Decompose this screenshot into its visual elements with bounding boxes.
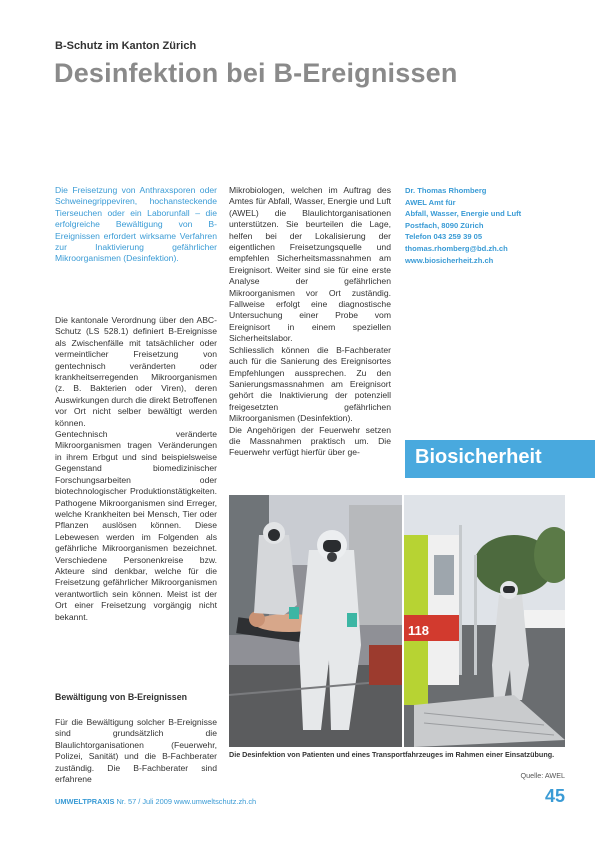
paragraph: Schliesslich können die B-Fachberater auch für die Sanierung des Ereignisortes Empfehlungen aussprechen. Zu den Sanierungsmassnahmen am Ereignisort gehört die Inaktivierung der potenziell freigesetzten gefährlichen Mikroorganismen (Desinfektion). xyxy=(229,344,391,424)
photo-vehicle-disinfection xyxy=(404,495,565,747)
author-contact xyxy=(405,185,565,266)
column-1-continued xyxy=(55,717,217,785)
author-website[interactable]: www.biosicherheit.zh.ch xyxy=(405,255,494,265)
section-tag: Biosicherheit xyxy=(415,446,542,468)
paragraph: Mikrobiologen, welchen im Auftrag des Amtes für Abfall, Wasser, Energie und Luft (AWEL) die Blaulichtorganisationen unterstützen. Sie beurteilen die Lage, helfen bei der Lokalisierung der eigentlichen Freisetzungsquelle und empfehlen Sicherheitsmassnahmen am Ereignisort. Weiter sind sie für eine erste Analyse der gefährlichen Mikroorganismen vor Ort zuständig. Fallweise erfolgt eine diagnostische Untersuchung einer Probe vom Ereignisort in einem speziellen Sicherheitslabor. xyxy=(229,185,391,344)
photo-credit: Quelle: AWEL xyxy=(520,771,565,780)
author-org: AWEL Amt für xyxy=(405,197,456,207)
footer-brand: UMWELTPRAXIS xyxy=(55,797,115,806)
author-address: Postfach, 8090 Zürich xyxy=(405,220,484,230)
author-email[interactable]: thomas.rhomberg@bd.zh.ch xyxy=(405,243,508,253)
column-1 xyxy=(55,315,217,623)
author-org-detail: Abfall, Wasser, Energie und Luft xyxy=(405,209,522,219)
figure-caption: Die Desinfektion von Patienten und eines Transportfahrzeuges im Rahmen einer Einsatzübung. xyxy=(229,750,555,759)
page-number: 45 xyxy=(544,786,565,806)
footer-issue: Nr. 57 / Juli 2009 xyxy=(116,797,172,806)
footer xyxy=(55,797,256,806)
footer-url[interactable]: www.umweltschutz.zh.ch xyxy=(174,797,257,806)
paragraph: Die kantonale Verordnung über den ABC-Schutz (LS 528.1) definiert B-Ereignisse als Zwischenfälle mit tatsächlicher oder vermeintlicher Freisetzung von gentechnisch veränderten oder krankheitserregenden Mikroorganismen (z. B. Bakterien oder Viren), deren Auswirkungen durch die direkt Betroffenen vor Ort nicht selber bewältigt werden können. xyxy=(55,315,217,428)
paragraph: Gentechnisch veränderte Mikroorganismen tragen Veränderungen in ihrem Erbgut und sind beispielsweise Gegenstand biomedizinischer Forschungsarbeiten oder biotechnologischer Produktionstätigkeiten. Pathogene Mikroorganismen sind Erreger, welche Krankheiten bei Mensch, Tier oder Pflanzen auslösen können. Diese Lebewesen werden im Folgenden als gefährliche Mikroorganismen bezeichnet. Verschiedene Personenkreise bzw. Akteure sind denkbar, welche für die Freisetzung gefährlicher Mikroorganismen verantwortlich sein können. Meist ist der Ort einer Freisetzung vorgängig nicht bekannt. xyxy=(55,429,217,622)
column-2 xyxy=(229,185,391,459)
paragraph: Die Angehörigen der Feuerwehr setzen die Massnahmen praktisch um. Die Feuerwehr verfügt hierfür über ge- xyxy=(229,424,391,458)
author-phone: Telefon 043 259 39 05 xyxy=(405,232,483,242)
paragraph: Für die Bewältigung solcher B-Ereignisse sind grundsätzlich die Blaulichtorganisationen (Feuerwehr, Polizei, Sanität) und die B-Fachberater zuständig. Die B-Fachberater sind erfahrene xyxy=(55,717,217,785)
photo-patient-disinfection xyxy=(229,495,402,747)
vehicle-number: 118 xyxy=(408,623,429,638)
kicker: B-Schutz im Kanton Zürich xyxy=(55,40,197,52)
section-heading: Bewältigung von B-Ereignissen xyxy=(55,692,187,702)
page-title: Desinfektion bei B-Ereignissen xyxy=(54,58,458,88)
lead-paragraph: Die Freisetzung von Anthraxsporen oder Schweinegrippeviren, hochansteckende Tierseuchen oder ein Laborunfall – die erfolgreiche Bewältigung von B-Ereignissen erfordert wirksame Verfahren zur Inaktivierung gefährlicher Mikroorganismen (Desinfektion). xyxy=(55,185,217,264)
section-tag-bar xyxy=(405,440,595,478)
author-name: Dr. Thomas Rhomberg xyxy=(405,186,487,195)
